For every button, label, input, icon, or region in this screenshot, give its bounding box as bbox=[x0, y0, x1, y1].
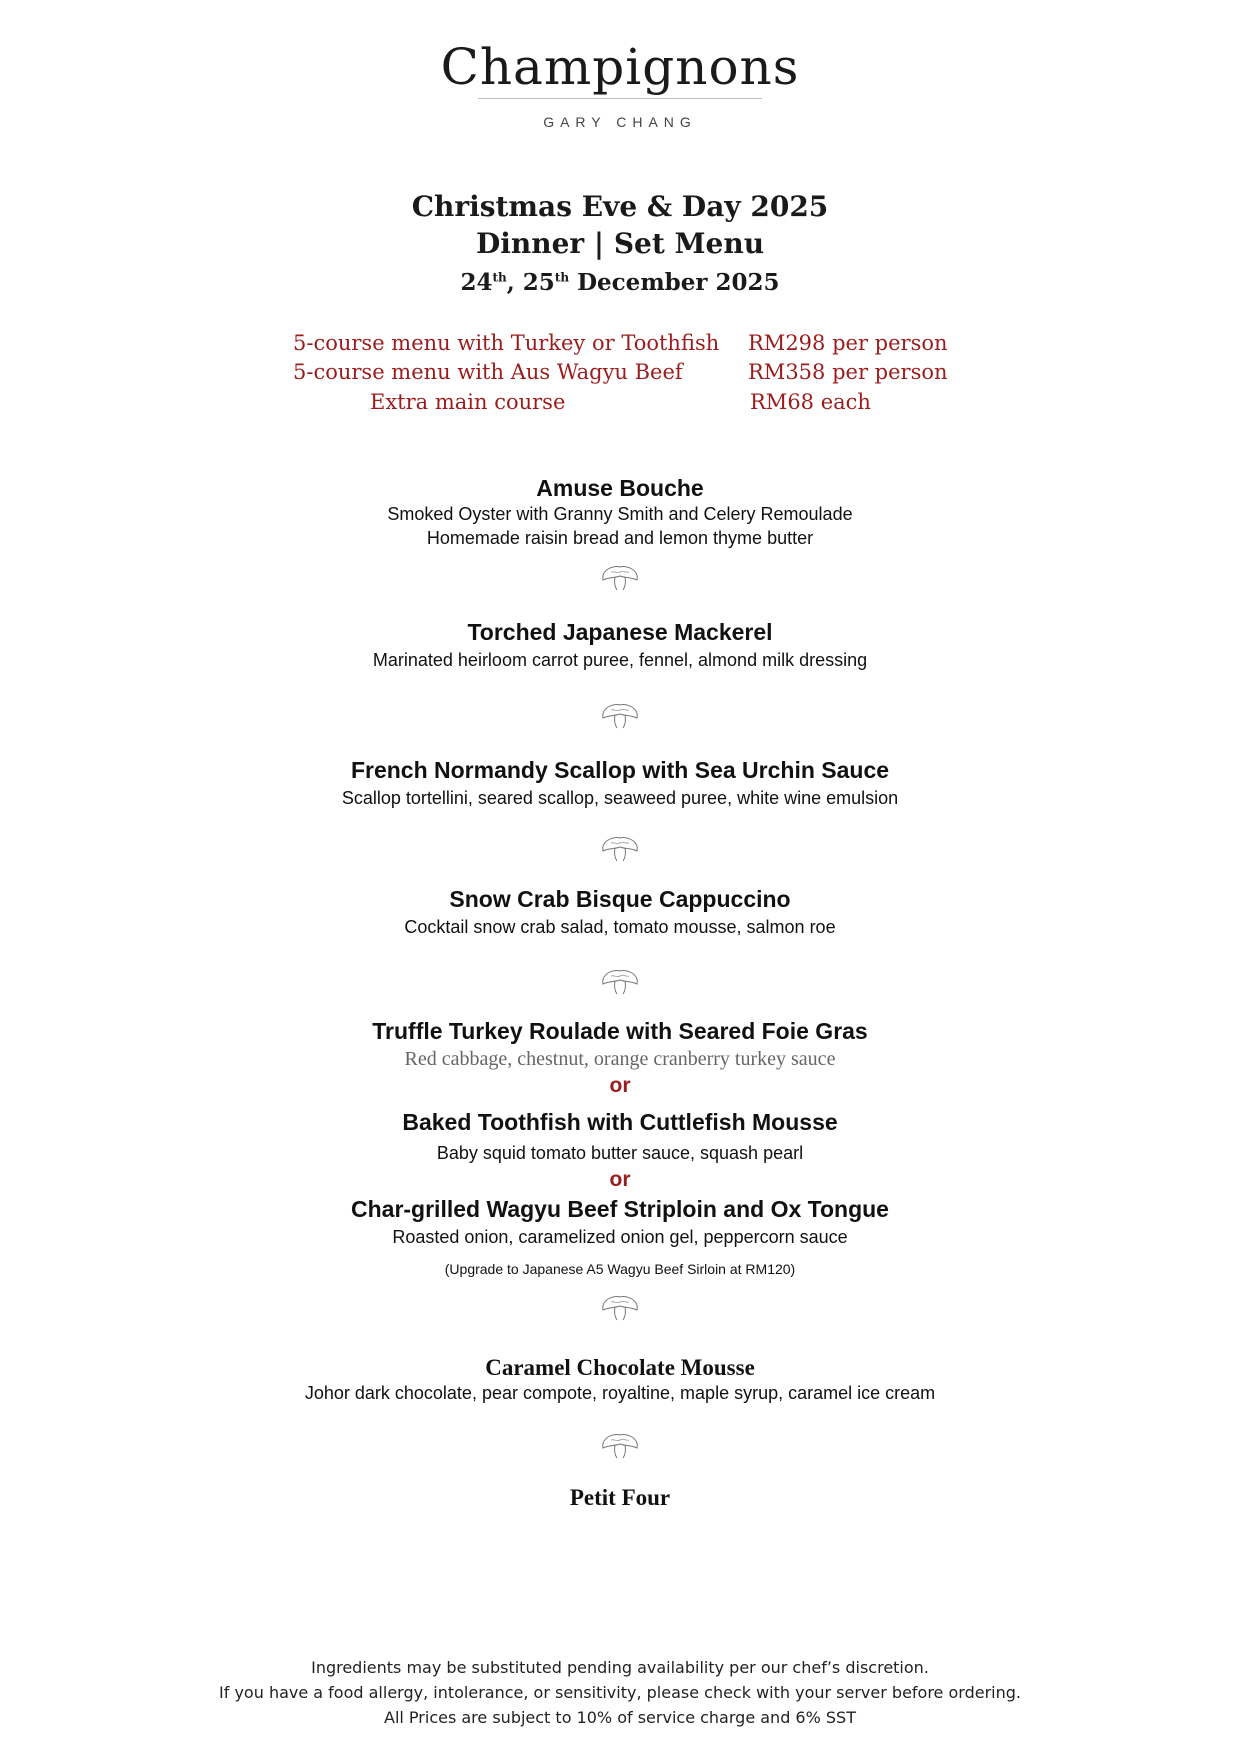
main-course-title: Truffle Turkey Roulade with Seared Foie Gras bbox=[372, 1018, 868, 1044]
course-title: Torched Japanese Mackerel bbox=[467, 619, 773, 645]
or-divider: or bbox=[609, 1168, 631, 1191]
dessert-description: Johor dark chocolate, pear compote, royaltine, maple syrup, caramel ice cream bbox=[304, 1383, 936, 1403]
main-course-description: Roasted onion, caramelized onion gel, peppercorn sauce bbox=[392, 1227, 848, 1247]
menu-subtitle: Dinner | Set Menu bbox=[475, 227, 765, 260]
price-label: 5-course menu with Aus Wagyu Beef bbox=[293, 360, 683, 384]
main-course-description: Baby squid tomato butter sauce, squash pearl bbox=[436, 1143, 804, 1163]
price-label: 5-course menu with Turkey or Toothfish bbox=[293, 331, 720, 355]
course-description: Marinated heirloom carrot puree, fennel, almond milk dressing bbox=[372, 650, 868, 670]
course-title: Amuse Bouche bbox=[536, 475, 704, 501]
course-description: Smoked Oyster with Granny Smith and Celery Remoulade bbox=[387, 504, 853, 524]
date-separator: , bbox=[506, 269, 523, 296]
menu-title: Christmas Eve & Day 2025 bbox=[411, 190, 829, 223]
menu-date bbox=[0, 269, 1240, 296]
course-description: Cocktail snow crab salad, tomato mousse, salmon roe bbox=[404, 917, 836, 937]
course-title: French Normandy Scallop with Sea Urchin Sauce bbox=[350, 757, 890, 783]
price-value: RM68 each bbox=[750, 390, 871, 414]
date-day-1: 24 bbox=[460, 269, 493, 296]
main-course-description: Red cabbage, chestnut, orange cranberry turkey sauce bbox=[404, 1048, 836, 1070]
footer-service-charge: All Prices are subject to 10% of service charge and 6% SST bbox=[384, 1708, 856, 1727]
logo-divider bbox=[478, 98, 762, 99]
course-description: Homemade raisin bread and lemon thyme butter bbox=[426, 528, 814, 548]
upgrade-note: (Upgrade to Japanese A5 Wagyu Beef Sirloin at RM120) bbox=[444, 1261, 796, 1277]
price-label: Extra main course bbox=[370, 390, 566, 414]
restaurant-logo: Champignons bbox=[440, 38, 800, 96]
footer-allergy-note: If you have a food allergy, intolerance, or sensitivity, please check with your server before ordering. bbox=[219, 1683, 1021, 1702]
mushroom-icon bbox=[595, 833, 645, 863]
date-suffix-2: th bbox=[554, 270, 570, 285]
main-course-title: Baked Toothfish with Cuttlefish Mousse bbox=[402, 1109, 838, 1135]
mushroom-icon bbox=[595, 966, 645, 996]
mushroom-icon bbox=[595, 562, 645, 592]
mushroom-icon bbox=[595, 700, 645, 730]
footer-disclaimer: Ingredients may be substituted pending availability per our chef’s discretion. bbox=[311, 1658, 929, 1677]
course-title: Snow Crab Bisque Cappuccino bbox=[449, 886, 791, 912]
dessert-title: Caramel Chocolate Mousse bbox=[485, 1355, 755, 1380]
date-month-year: December 2025 bbox=[569, 269, 780, 296]
price-value: RM298 per person bbox=[748, 331, 948, 355]
chef-name: GARY CHANG bbox=[543, 114, 697, 130]
date-suffix-1: th bbox=[492, 270, 507, 285]
date-day-2: 25 bbox=[522, 269, 555, 296]
main-course-title: Char-grilled Wagyu Beef Striploin and Ox Tongue bbox=[351, 1196, 889, 1222]
course-description: Scallop tortellini, seared scallop, seaweed puree, white wine emulsion bbox=[341, 788, 899, 808]
or-divider: or bbox=[609, 1074, 631, 1097]
mushroom-icon bbox=[595, 1292, 645, 1322]
mushroom-icon bbox=[595, 1430, 645, 1460]
petit-four-title: Petit Four bbox=[569, 1485, 671, 1510]
price-value: RM358 per person bbox=[748, 360, 948, 384]
